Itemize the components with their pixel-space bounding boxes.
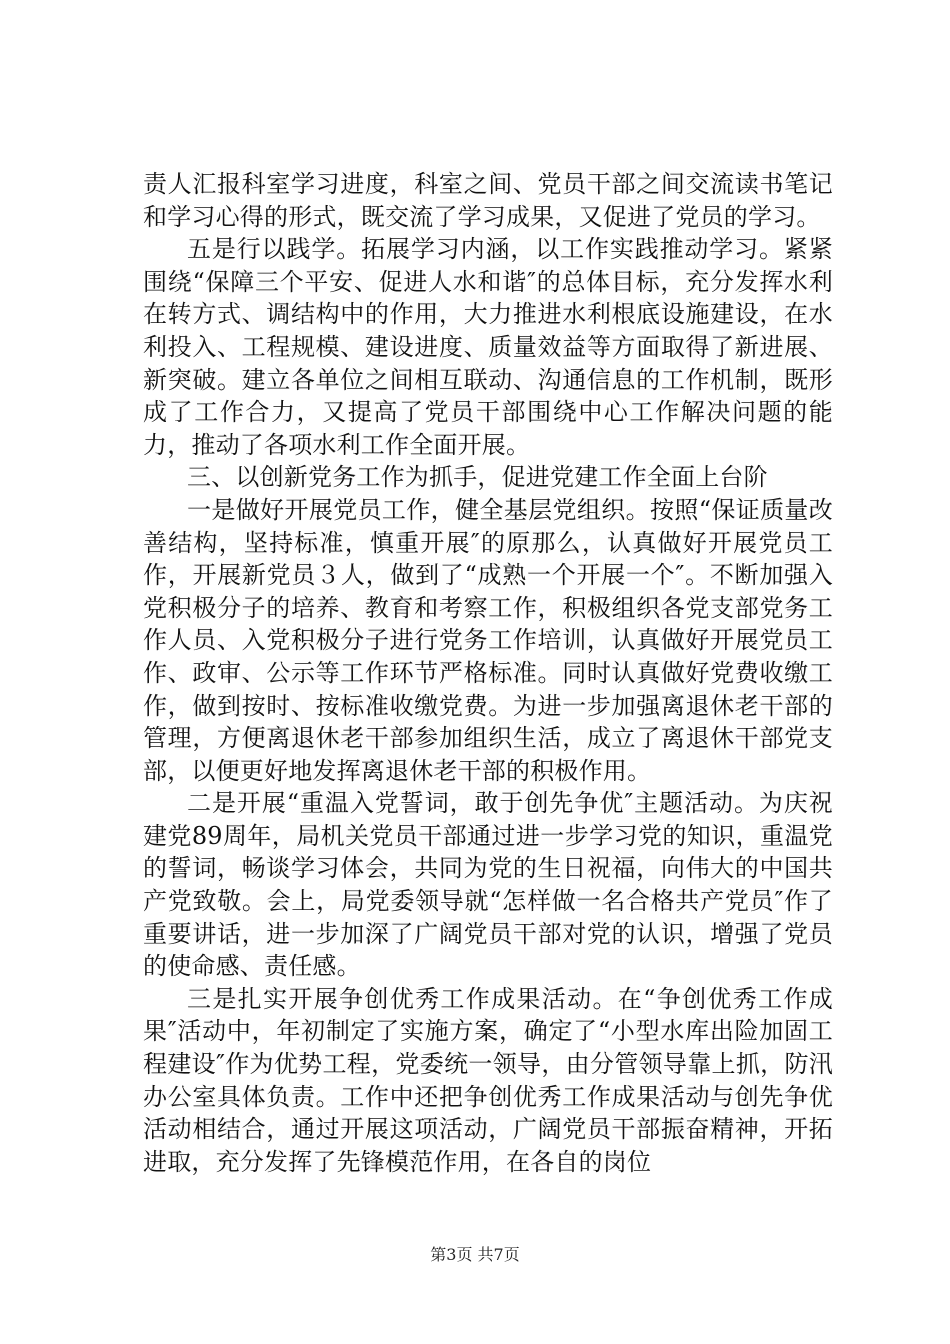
page-number: 第3页 <box>430 1245 473 1264</box>
paragraph-excellence-activity: 三是扎实开展争创优秀工作成果活动。在“争创优秀工作成果″活动中，年初制定了实施方案，确定了“小型水库出险加固工程建设″作为优势工程，党委统一领导，由分管领导靠上抓，防汛办公室具体负责。工作中还把争创优秀工作成果活动与创先争优活动相结合，通过开展这项活动，广阔党员干部振奋精神，开拓进取，充分发挥了先锋模范作用，在各自的岗位 <box>143 984 833 1176</box>
paragraph-continuation: 责人汇报科室学习进度，科室之间、党员干部之间交流读书笔记和学习心得的形式，既交流了学习成果，又促进了党员的学习。 <box>143 170 833 231</box>
document-body <box>143 168 833 1178</box>
paragraph-practice-learning: 五是行以践学。拓展学习内涵，以工作实践推动学习。紧紧围绕“保障三个平安、促进人水和谐″的总体目标，充分发挥水利在转方式、调结构中的作用，大力推进水利根底设施建设，在水利投入、工程规模、建设进度、质量效益等方面取得了新进展、新突破。建立各单位之间相互联动、沟通信息的工作机制，既形成了工作合力，又提高了党员干部围绕中心工作解决问题的能力，推动了各项水利工作全面开展。 <box>143 235 833 459</box>
page-total: 共7页 <box>477 1245 520 1264</box>
paragraph-member-development: 一是做好开展党员工作，健全基层党组织。按照“保证质量改善结构，坚持标准，慎重开展″的原那么，认真做好开展党员工作，开展新党员３人，做到了“成熟一个开展一个″。不断加强入党积极分子的培养、教育和考察工作，积极组织各党支部党务工作人员、入党积极分子进行党务工作培训，认真做好开展党员工作、政审、公示等工作环节严格标准。同时认真做好党费收缴工作，做到按时、按标准收缴党费。为进一步加强离退休老干部的管理，方便离退休老干部参加组织生活，成立了离退休干部党支部，以便更好地发挥离退休老干部的积极作用。 <box>143 495 833 785</box>
paragraph-oath-activity: 二是开展“重温入党誓词，敢于创先争优″主题活动。为庆祝建党89周年，局机关党员干部通过进一步学习党的知识，重温党的誓词，畅谈学习体会，共同为党的生日祝福，向伟大的中国共产党致敬。会上，局党委领导就“怎样做一名合格共产党员″作了重要讲话，进一步加深了广阔党员干部对党的认识，增强了党员的使命感、责任感。 <box>143 789 833 981</box>
section-heading-party-affairs: 三、以创新党务工作为抓手，促进党建工作全面上台阶 <box>187 463 768 492</box>
page-footer <box>0 1242 950 1265</box>
